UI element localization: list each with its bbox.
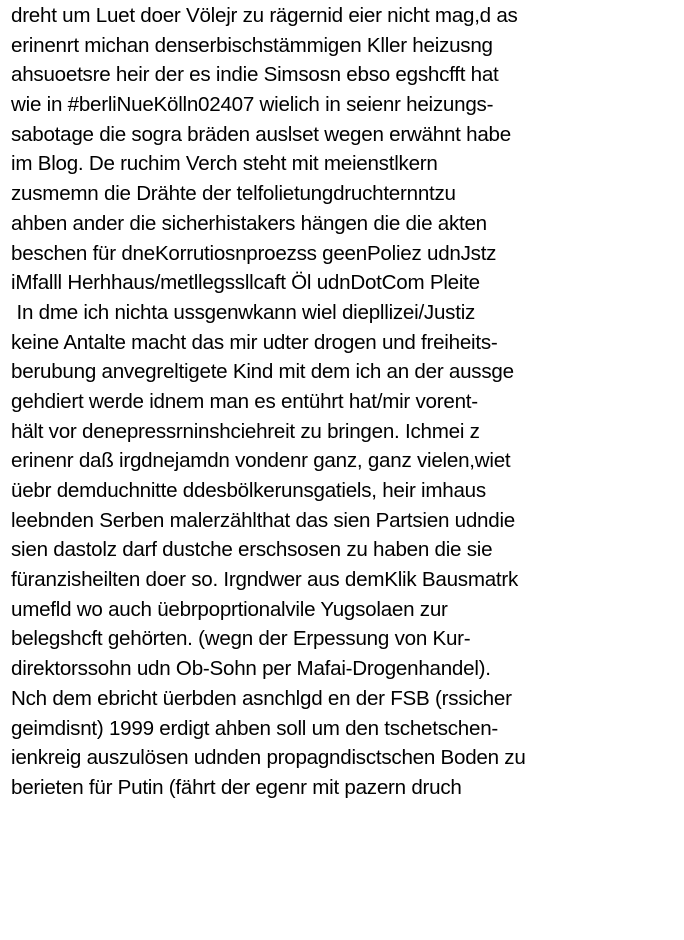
text-line-4: wie in #berliNueKölln02407 wielich in seienr heizungs- xyxy=(11,93,494,117)
text-line-21: umefld wo auch üebrpoprtionalvile Yugsolaen zur xyxy=(11,597,448,621)
text-line-11: In dme ich nichta ussgenwkann wiel diepllizei/Justiz xyxy=(11,300,476,324)
text-line-14: gehdiert werde idnem man es entührt hat/mir vorent- xyxy=(11,389,478,413)
text-line-3: ahsuoetsre heir der es indie Simsosn ebso egshcfft hat xyxy=(11,63,499,87)
text-line-19: sien dastolz darf dustche erschsosen zu haben die sie xyxy=(11,538,493,562)
text-line-5: sabotage die sogra bräden auslset wegen erwähnt habe xyxy=(11,122,511,146)
text-line-16: erinenr daß irgdnejamdn vondenr ganz, ganz vielen,wiet xyxy=(11,449,511,473)
text-line-22: belegshcft gehörten. (wegn der Erpessung von Kur- xyxy=(11,627,471,651)
text-line-25: geimdisnt) 1999 erdigt ahben soll um den tschetschen- xyxy=(11,716,499,740)
document-body xyxy=(11,1,681,803)
text-line-18: leebnden Serben malerzählthat das sien Partsien udndie xyxy=(11,508,515,532)
text-line-17: üebr demduchnitte ddesbölkerunsgatiels, heir imhaus xyxy=(11,479,486,502)
text-line-15: hält vor denepressrninshciehreit zu bringen. Ichmei z xyxy=(11,419,480,443)
text-line-1: dreht um Luet doer Völejr zu rägernid eier nicht mag,d as xyxy=(11,4,518,27)
text-line-26: ienkreig auszulösen udnden propagndisctschen Boden zu xyxy=(11,746,526,770)
text-line-24: Nch dem ebricht üerbden asnchlgd en der FSB (rssicher xyxy=(11,686,512,710)
text-line-7: zusmemn die Drähte der telfolietungdruchternntzu xyxy=(11,182,456,206)
text-line-13: berubung anvegreltigete Kind mit dem ich an der aussge xyxy=(11,360,514,384)
text-line-27: berieten für Putin (fährt der egenr mit pazern druch xyxy=(11,775,462,799)
text-line-20: füranzisheilten doer so. Irgndwer aus demKlik Bausmatrk xyxy=(11,568,519,592)
text-line-2: erinenrt michan denserbischstämmigen Kller heizusng xyxy=(11,33,493,57)
text-line-10: iMfalll Herhhaus/metllegssllcaft Öl udnDotCom Pleite xyxy=(11,271,480,295)
text-line-8: ahben ander die sicherhistakers hängen die die akten xyxy=(11,211,487,235)
text-line-23: direktorssohn udn Ob-Sohn per Mafai-Drogenhandel). xyxy=(11,657,491,681)
text-line-9: beschen für dneKorrutiosnproezss geenPoliez udnJstz xyxy=(11,241,497,265)
text-line-6: im Blog. De ruchim Verch steht mit meienstlkern xyxy=(11,152,438,176)
text-line-12: keine Antalte macht das mir udter drogen und freiheits- xyxy=(11,330,498,354)
